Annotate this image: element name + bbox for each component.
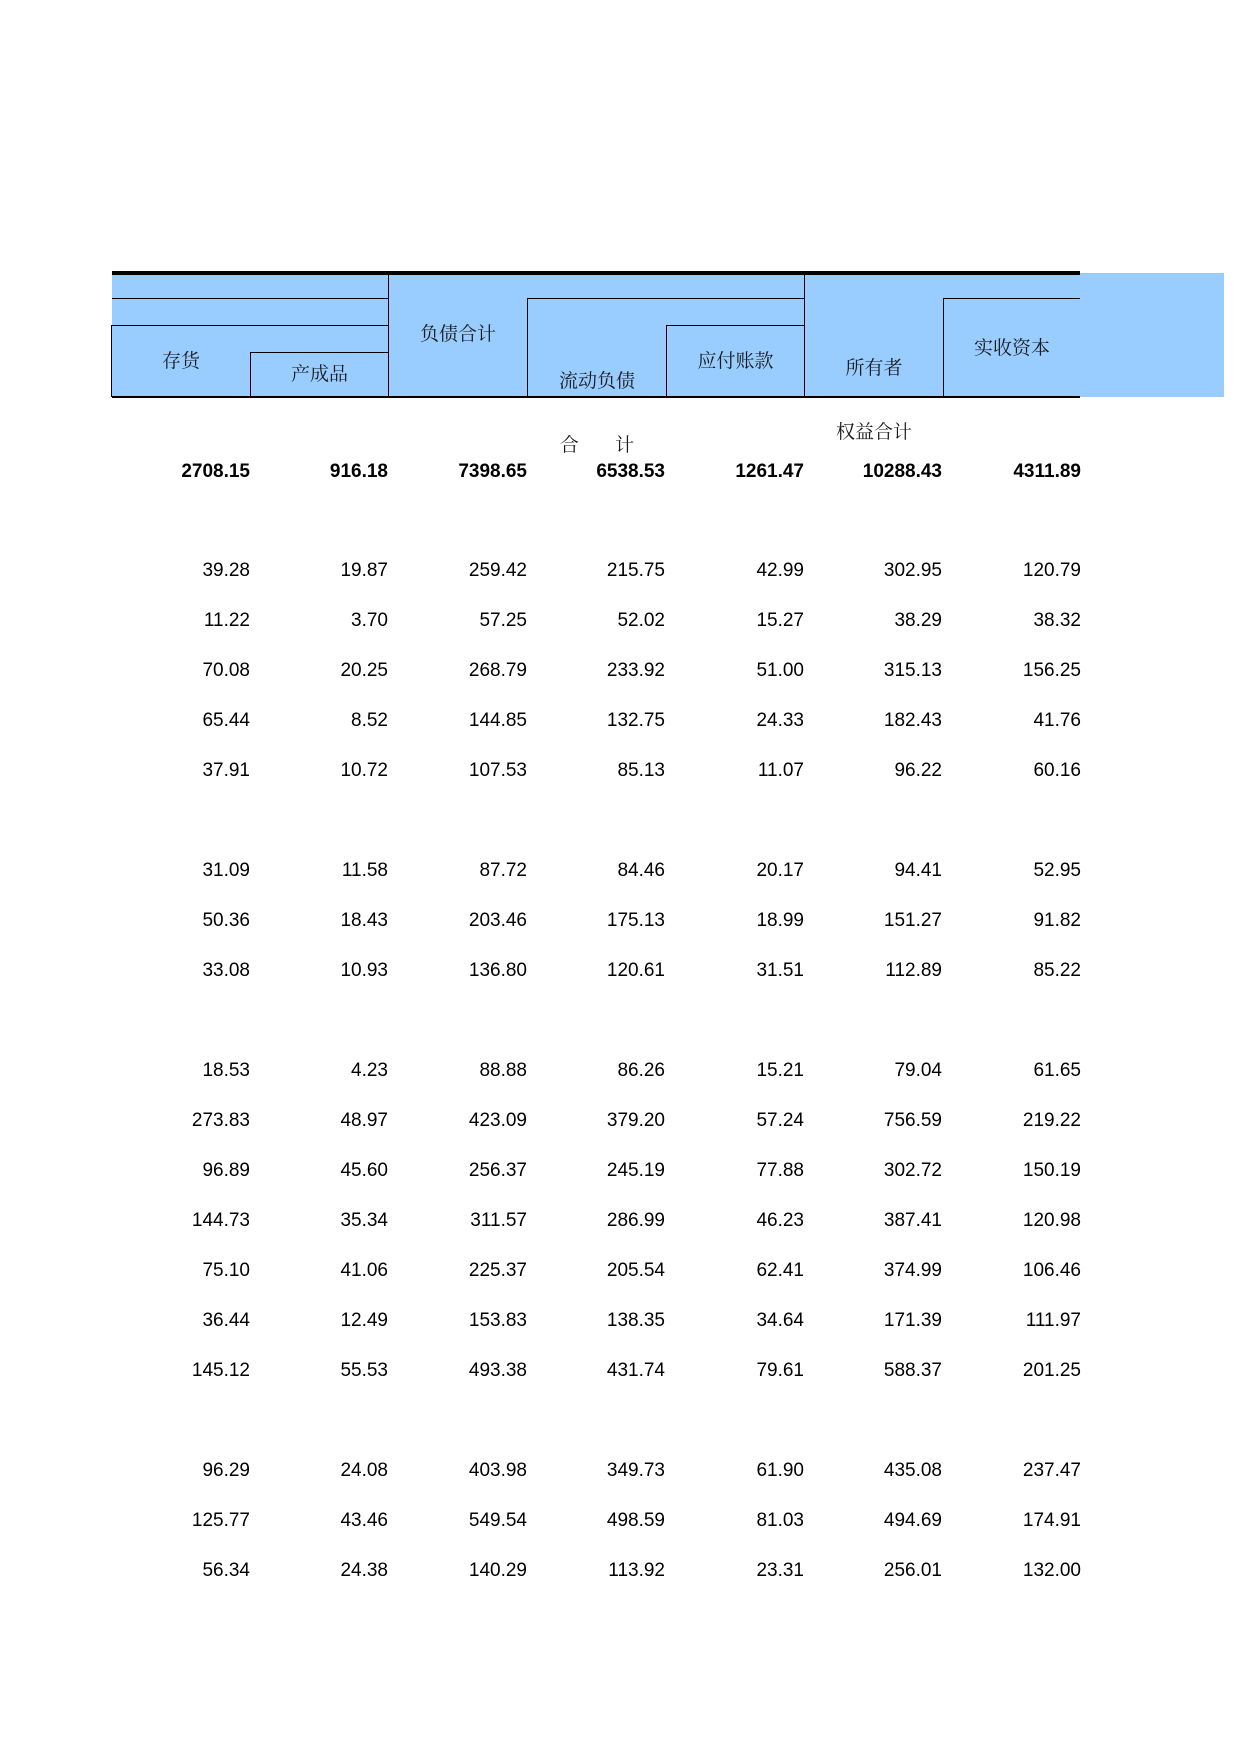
table-cell: 138.35 (606, 1310, 665, 1331)
table-cell: 75.10 (202, 1260, 250, 1281)
table-cell: 7398.65 (458, 461, 527, 482)
table-cell: 87.72 (479, 860, 527, 881)
table-row (112, 1106, 1088, 1136)
table-row (112, 756, 1088, 786)
table-cell: 493.38 (468, 1360, 527, 1381)
table-cell: 174.91 (1022, 1510, 1081, 1531)
table-row (112, 1506, 1088, 1536)
table-cell: 150.19 (1022, 1160, 1081, 1181)
header-owners-equity-line1: 所有者 (845, 357, 903, 379)
table-cell: 423.09 (468, 1110, 527, 1131)
table-cell: 11.22 (203, 610, 250, 631)
table-cell: 70.08 (202, 660, 250, 681)
table-cell: 431.74 (606, 1360, 665, 1381)
header-total-liabilities: 负债合计 (419, 323, 496, 345)
table-cell: 132.00 (1022, 1560, 1081, 1581)
table-cell: 245.19 (606, 1160, 665, 1181)
table-cell: 94.41 (894, 860, 942, 881)
table-cell: 15.21 (756, 1060, 804, 1081)
table-cell: 136.80 (468, 960, 527, 981)
table-cell: 96.89 (202, 1160, 250, 1181)
table-row (112, 556, 1088, 586)
table-row (112, 606, 1088, 636)
table-cell: 435.08 (883, 1460, 942, 1481)
header-rule (527, 298, 805, 299)
header-rule (943, 298, 1080, 299)
table-row (112, 1206, 1088, 1236)
table-cell: 86.26 (617, 1060, 665, 1081)
table-cell: 48.97 (340, 1110, 388, 1131)
table-cell: 37.91 (202, 760, 250, 781)
header-rule (112, 325, 389, 326)
table-cell: 85.22 (1033, 960, 1081, 981)
table-cell: 175.13 (606, 910, 665, 931)
table-cell: 57.25 (479, 610, 527, 631)
table-cell: 38.29 (894, 610, 942, 631)
table-cell: 549.54 (468, 1510, 527, 1531)
table-cell: 113.92 (608, 1560, 665, 1581)
table-cell: 18.43 (340, 910, 388, 931)
table-cell: 24.38 (340, 1560, 388, 1581)
table-cell: 31.51 (756, 960, 804, 981)
table-cell: 52.95 (1033, 860, 1081, 881)
table-cell: 268.79 (468, 660, 527, 681)
table-cell: 203.46 (468, 910, 527, 931)
table-cell: 233.92 (606, 660, 665, 681)
table-cell: 20.17 (756, 860, 804, 881)
table-cell: 19.87 (340, 560, 388, 581)
table-row (112, 1256, 1088, 1286)
table-cell: 36.44 (202, 1310, 250, 1331)
table-row (112, 1356, 1088, 1386)
table-cell: 225.37 (468, 1260, 527, 1281)
table-cell: 374.99 (883, 1260, 942, 1281)
table-cell: 756.59 (883, 1110, 942, 1131)
table-cell: 107.53 (468, 760, 527, 781)
table-cell: 286.99 (606, 1210, 665, 1231)
table-cell: 256.01 (883, 1560, 942, 1581)
table-cell: 8.52 (351, 710, 388, 731)
table-cell: 46.23 (756, 1210, 804, 1231)
table-cell: 77.88 (756, 1160, 804, 1181)
table-cell: 65.44 (202, 710, 250, 731)
table-row (112, 906, 1088, 936)
total-row (112, 457, 1088, 487)
table-cell: 42.99 (756, 560, 804, 581)
table-cell: 33.08 (202, 960, 250, 981)
table-row (112, 956, 1088, 986)
table-cell: 219.22 (1022, 1110, 1081, 1131)
table-cell: 18.99 (756, 910, 804, 931)
table-row (112, 1556, 1088, 1586)
table-cell: 61.65 (1033, 1060, 1081, 1081)
table-cell: 315.13 (883, 660, 942, 681)
table-cell: 4311.89 (1013, 461, 1081, 482)
table-cell: 81.03 (756, 1510, 804, 1531)
table-cell: 273.83 (191, 1110, 250, 1131)
table-row (112, 1456, 1088, 1486)
table-cell: 151.27 (883, 910, 942, 931)
table-cell: 38.32 (1033, 610, 1081, 631)
header-finished-goods: 产成品 (290, 363, 348, 385)
table-cell: 494.69 (883, 1510, 942, 1531)
table-row (112, 856, 1088, 886)
header-owners-equity-line2: 权益合计 (835, 421, 912, 443)
table-row (112, 656, 1088, 686)
table-cell: 96.29 (202, 1460, 250, 1481)
table-cell: 256.37 (468, 1160, 527, 1181)
table-cell: 120.61 (606, 960, 665, 981)
header-rule (112, 298, 389, 299)
table-cell: 41.76 (1033, 710, 1081, 731)
table-row (112, 706, 1088, 736)
table-cell: 10288.43 (862, 461, 942, 482)
table-cell: 41.06 (340, 1260, 388, 1281)
table-cell: 498.59 (606, 1510, 665, 1531)
table-cell: 111.97 (1025, 1310, 1081, 1331)
table-row (112, 1156, 1088, 1186)
table-cell: 43.46 (340, 1510, 388, 1531)
table-cell: 302.95 (883, 560, 942, 581)
table-cell: 4.23 (351, 1060, 388, 1081)
table-cell: 24.08 (340, 1460, 388, 1481)
table-cell: 62.41 (756, 1260, 804, 1281)
table-cell: 85.13 (617, 760, 665, 781)
table-cell: 20.25 (340, 660, 388, 681)
table-cell: 60.16 (1033, 760, 1081, 781)
table-cell: 132.75 (606, 710, 665, 731)
table-cell: 18.53 (202, 1060, 250, 1081)
table-cell: 144.73 (191, 1210, 250, 1231)
table-cell: 349.73 (606, 1460, 665, 1481)
table-cell: 153.83 (468, 1310, 527, 1331)
table-cell: 10.93 (340, 960, 388, 981)
table-cell: 61.90 (756, 1460, 804, 1481)
table-cell: 379.20 (606, 1110, 665, 1131)
table-cell: 24.33 (756, 710, 804, 731)
table-cell: 35.34 (340, 1210, 388, 1231)
table-cell: 156.25 (1022, 660, 1081, 681)
table-cell: 120.98 (1022, 1210, 1081, 1231)
table-cell: 45.60 (340, 1160, 388, 1181)
header-paid-in-capital: 实收资本 (973, 337, 1050, 359)
header-inventory: 存货 (161, 350, 200, 372)
table-cell: 39.28 (202, 560, 250, 581)
table-cell: 56.34 (202, 1560, 250, 1581)
table-cell: 311.57 (470, 1210, 527, 1231)
header-current-liabilities-line2: 合 计 (559, 434, 635, 456)
table-cell: 23.31 (756, 1560, 804, 1581)
table-cell: 120.79 (1022, 560, 1081, 581)
table-cell: 1261.47 (735, 461, 804, 482)
table-cell: 403.98 (468, 1460, 527, 1481)
table-cell: 201.25 (1022, 1360, 1081, 1381)
header-accounts-payable: 应付账款 (697, 350, 774, 372)
header-current-liabilities-line1: 流动负债 (558, 370, 635, 392)
table-cell: 106.46 (1022, 1260, 1081, 1281)
table-row (112, 1306, 1088, 1336)
table-cell: 11.07 (757, 760, 804, 781)
table-cell: 6538.53 (596, 461, 665, 482)
table-cell: 588.37 (883, 1360, 942, 1381)
table-cell: 79.61 (756, 1360, 804, 1381)
table-cell: 3.70 (351, 610, 388, 631)
table-cell: 145.12 (191, 1360, 250, 1381)
table-row (112, 1056, 1088, 1086)
table-cell: 140.29 (468, 1560, 527, 1581)
table-cell: 125.77 (191, 1510, 250, 1531)
table-cell: 302.72 (883, 1160, 942, 1181)
table-cell: 259.42 (468, 560, 527, 581)
table-cell: 205.54 (606, 1260, 665, 1281)
table-cell: 96.22 (894, 760, 942, 781)
table-cell: 171.39 (883, 1310, 942, 1331)
table-cell: 12.49 (340, 1310, 388, 1331)
header-top-rule (112, 271, 1080, 275)
header-rule (666, 325, 805, 326)
table-cell: 31.09 (202, 860, 250, 881)
table-cell: 79.04 (894, 1060, 942, 1081)
table-cell: 916.18 (329, 461, 388, 482)
table-cell: 215.75 (606, 560, 665, 581)
table-cell: 88.88 (479, 1060, 527, 1081)
table-cell: 91.82 (1033, 910, 1081, 931)
table-cell: 11.58 (341, 860, 388, 881)
table-cell: 2708.15 (181, 461, 250, 482)
table-cell: 52.02 (617, 610, 665, 631)
table-cell: 34.64 (756, 1310, 804, 1331)
table-cell: 10.72 (340, 760, 388, 781)
table-cell: 55.53 (340, 1360, 388, 1381)
table-cell: 182.43 (883, 710, 942, 731)
table-cell: 237.47 (1022, 1460, 1081, 1481)
table-cell: 50.36 (202, 910, 250, 931)
table-cell: 15.27 (756, 610, 804, 631)
table-cell: 57.24 (756, 1110, 804, 1131)
table-cell: 51.00 (756, 660, 804, 681)
table-cell: 84.46 (617, 860, 665, 881)
table-cell: 387.41 (883, 1210, 942, 1231)
table-cell: 112.89 (885, 960, 942, 981)
header-rule (250, 352, 389, 353)
table-cell: 144.85 (468, 710, 527, 731)
